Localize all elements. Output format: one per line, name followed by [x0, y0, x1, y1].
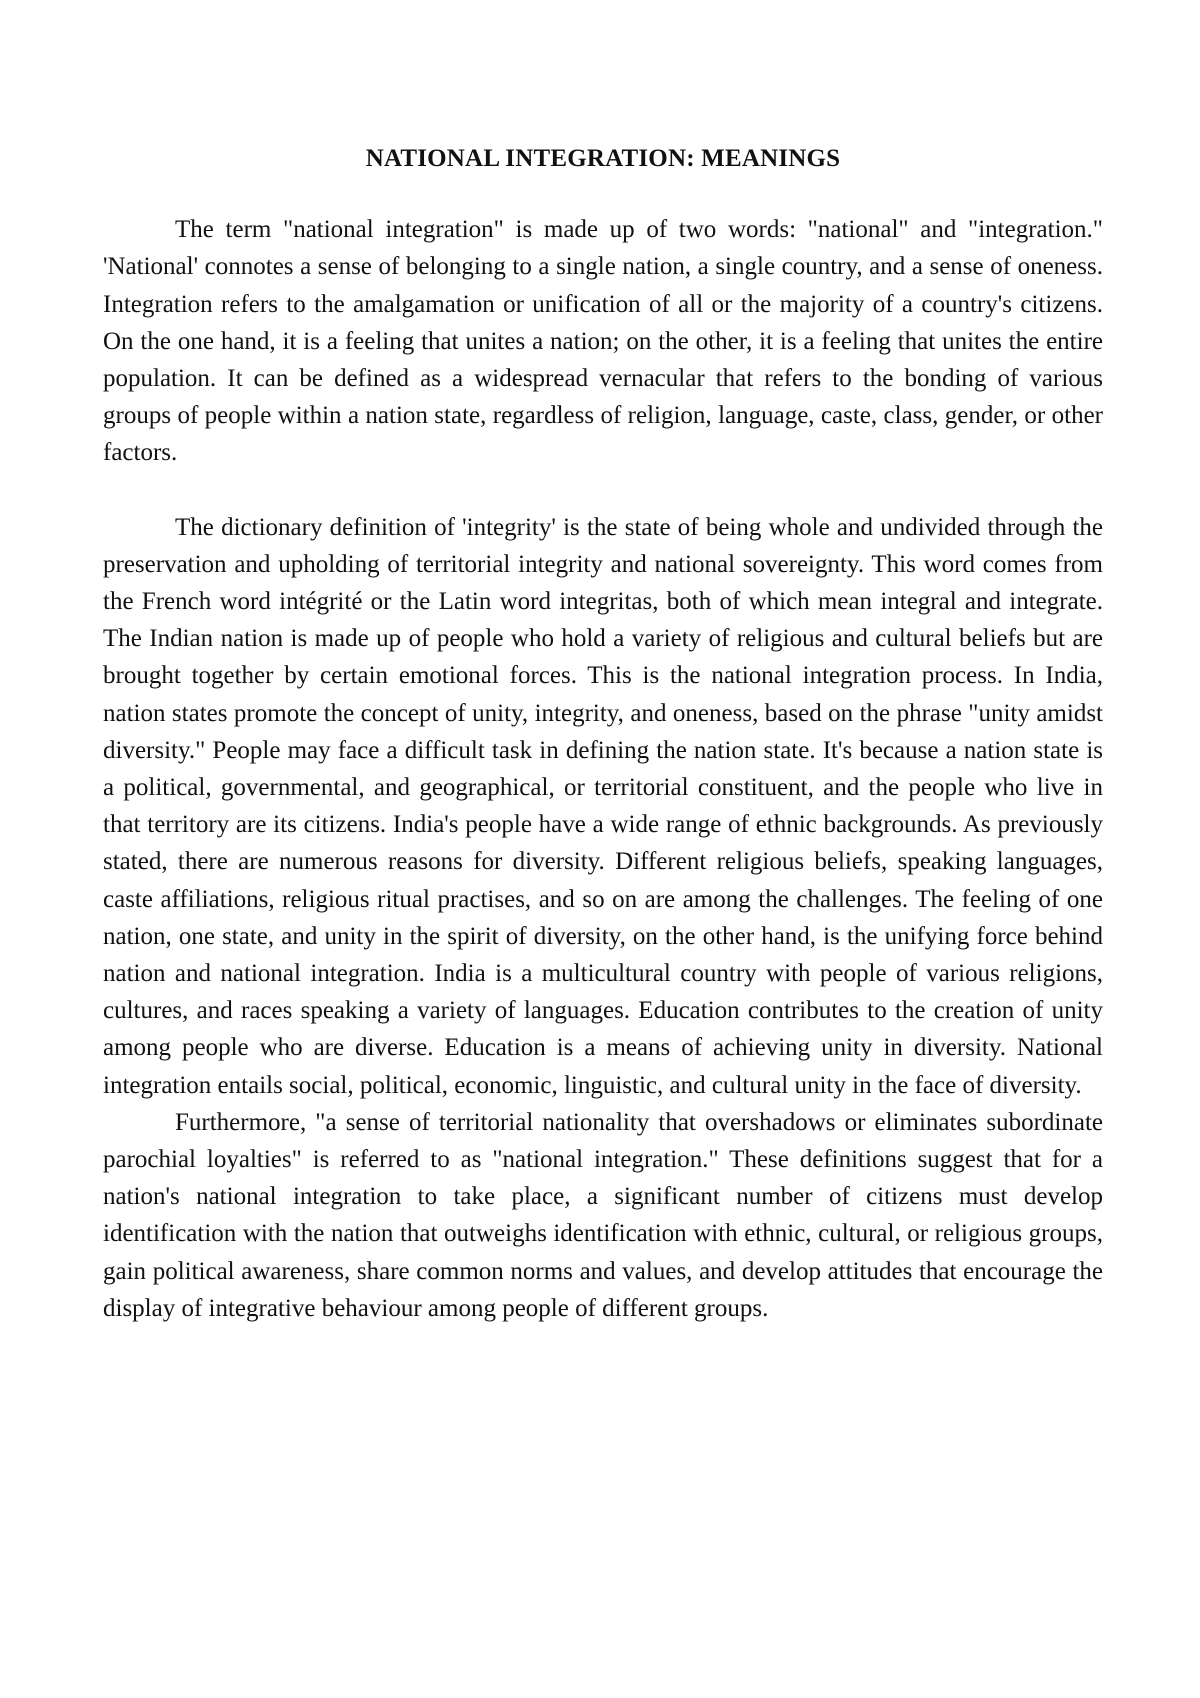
paragraph-definition-of-integrity: The dictionary definition of 'integrity' is the state of being whole and undivided through the preservation and upholding of territorial integrity and national sovereignty. This word comes from the French word intégrité or the Latin word integritas, both of which mean integral and integrate. The Indian nation is made up of people who hold a variety of religious and cultural beliefs but are brought together by certain emotional forces. This is the national integration process. In India, nation states promote the concept of unity, integrity, and oneness, based on the phrase "unity amidst diversity." People may face a difficult task in defining the nation state. It's because a nation state is a political, governmental, and geographical, or territorial constituent, and the people who live in that territory are its citizens. India's people have a wide range of ethnic backgrounds. As previously stated, there are numerous reasons for diversity. Different religious beliefs, speaking languages, caste affiliations, religious ritual practises, and so on are among the challenges. The feeling of one nation, one state, and unity in the spirit of diversity, on the other hand, is the unifying force behind nation and national integration. India is a multicultural country with people of various religions, cultures, and races speaking a variety of languages. Education contributes to the creation of unity among people who are diverse. Education is a means of achieving unity in diversity. National integration entails social, political, economic, linguistic, and cultural unity in the face of diversity.	[103, 513, 1103, 1099]
document-title: NATIONAL INTEGRATION: MEANINGS	[365, 145, 841, 172]
paragraph-gap	[103, 472, 1103, 509]
paragraph-furthermore: Furthermore, "a sense of territorial nationality that overshadows or eliminates subordinate parochial loyalties" is referred to as "national integration." These definitions suggest that for a nation's national integration to take place, a significant number of citizens must develop identification with the nation that outweighs identification with ethnic, cultural, or religious groups, gain political awareness, share common norms and values, and develop attitudes that encourage the display of integrative behaviour among people of different groups.	[103, 1108, 1103, 1322]
paragraph-meaning-of-national-integration: The term "national integration" is made up of two words: "national" and "integration." 'National' connotes a sense of belonging to a single nation, a single country, and a sense of oneness. Integration refers to the amalgamation or unification of all or the majority of a country's citizens. On the one hand, it is a feeling that unites a nation; on the other, it is a feeling that unites the entire population. It can be defined as a widespread vernacular that refers to the bonding of various groups of people within a nation state, regardless of religion, language, caste, class, gender, or other factors.	[103, 216, 1103, 467]
document-page	[103, 140, 1103, 1327]
